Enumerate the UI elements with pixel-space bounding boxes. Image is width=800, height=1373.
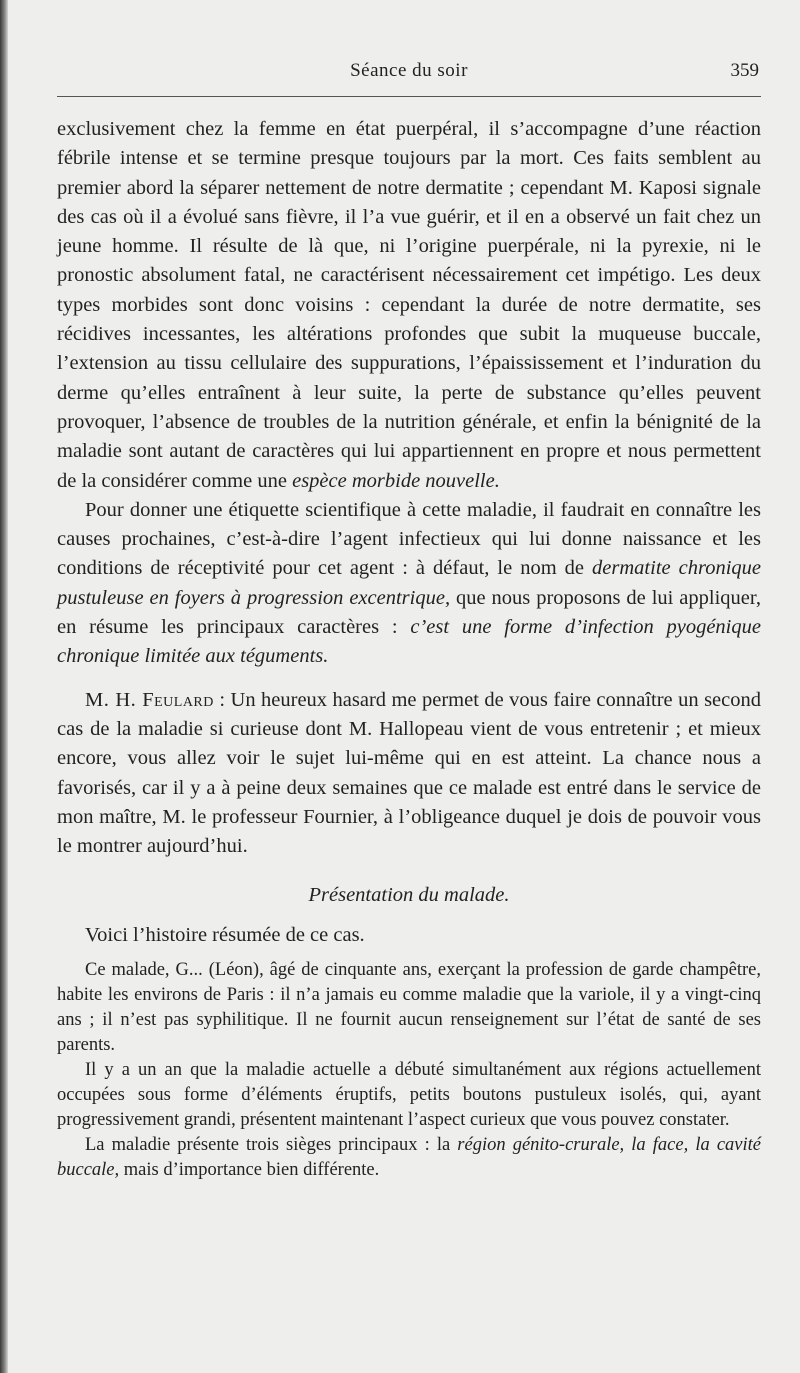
speaker-name: M. H. Feulard xyxy=(85,688,214,711)
paragraph-2-italic-2: c’est une forme d’infection pyogénique chronique limitée aux téguments. xyxy=(57,616,761,668)
paragraph-3 xyxy=(57,686,761,862)
paragraph-1 xyxy=(57,115,761,496)
running-title: Séance du soir xyxy=(350,60,468,81)
paragraph-1-text: exclusivement chez la femme en état puerpéral, il s’accompagne d’une réaction fébrile intense et se termine presque toujours par la mort. Ces faits semblent au premier abord la séparer nettement de notre dermatite ; cependant M. Kaposi signale des cas où il a évolué sans fièvre, il l’a vue guérir, et il en a observé un fait chez un jeune homme. Il résulte de là que, ni l’origine puerpérale, ni la pyrexie, ni le pronostic absolument fatal, ne caractérisent nécessairement cet impétigo. Les deux types morbides sont donc voisins : cependant la durée de notre dermatite, ses récidives incessantes, les altérations profondes que subit la muqueuse buccale, l’extension au tissu cellulaire des suppurations, l’épaississement et l’induration du derme qu’elles entraînent à leur suite, la perte de substance qu’elles peuvent provoquer, l’absence de troubles de la nutrition générale, et enfin la bénignité de la maladie sont autant de caractères qui lui appartiennent en propre et nous permettent de la considérer comme une xyxy=(57,118,761,492)
paragraph-1-italic: espèce morbide nouvelle. xyxy=(292,469,500,492)
section-heading: Présentation du malade. xyxy=(308,884,510,907)
paragraph-4: Voici l’histoire résumée de ce cas. xyxy=(85,923,365,946)
page-binding-edge xyxy=(0,0,8,1373)
header-rule xyxy=(57,96,761,97)
case-paragraph-3 xyxy=(57,1133,761,1183)
body-text xyxy=(57,115,761,1183)
case-report xyxy=(57,958,761,1183)
case-paragraph-3-italic: région génito-crurale, la face, la cavité buccale, xyxy=(57,1135,761,1181)
paragraph-3-text: : Un heureux hasard me permet de vous faire connaître un second cas de la maladie si curieuse dont M. Hallopeau vient de vous entretenir ; et mieux encore, vous allez voir le sujet lui-même qui en est atteint. La chance nous a favorisés, car il y a à peine deux semaines que ce malade est entré dans le service de mon maître, M. le professeur Fournier, à l’obligeance duquel je dois de pouvoir vous le montrer aujourd’hui. xyxy=(57,688,761,858)
paragraph-2-text-b: que nous proposons de lui appliquer, en résume les principaux caractères : xyxy=(57,586,761,639)
case-paragraph-3-text-a: La maladie présente trois sièges principaux : la xyxy=(85,1135,451,1156)
page-number: 359 xyxy=(730,60,759,81)
case-paragraph-1: Ce malade, G... (Léon), âgé de cinquante ans, exerçant la profession de garde champêtre, habite les environs de Paris : il n’a jamais eu comme maladie que la variole, il y a vingt-cinq ans ; il n’est pas syphilitique. Il ne fournit aucun renseignement sur l’état de santé de ses parents. xyxy=(57,960,761,1056)
book-page xyxy=(57,52,761,1181)
paragraph-2 xyxy=(57,496,761,672)
case-paragraph-2: Il y a un an que la maladie actuelle a débuté simultanément aux régions actuellement occupées sous forme d’éléments éruptifs, petits boutons pustuleux isolés, qui, ayant progressivement grandi, présentent maintenant l’aspect curieux que vous pouvez constater. xyxy=(57,1060,761,1131)
paragraph-2-italic-1: dermatite chronique pustuleuse en foyers à progression excentrique, xyxy=(57,557,761,609)
paragraph-2-text-a: Pour donner une étiquette scientifique à cette maladie, il faudrait en connaître les causes prochaines, c’est-à-dire l’agent infectieux qui lui donne naissance et les conditions de réceptivité pour cet agent : à défaut, le nom de xyxy=(57,498,761,580)
running-head xyxy=(57,52,761,90)
case-paragraph-3-text-b: mais d’importance bien différente. xyxy=(123,1160,380,1181)
